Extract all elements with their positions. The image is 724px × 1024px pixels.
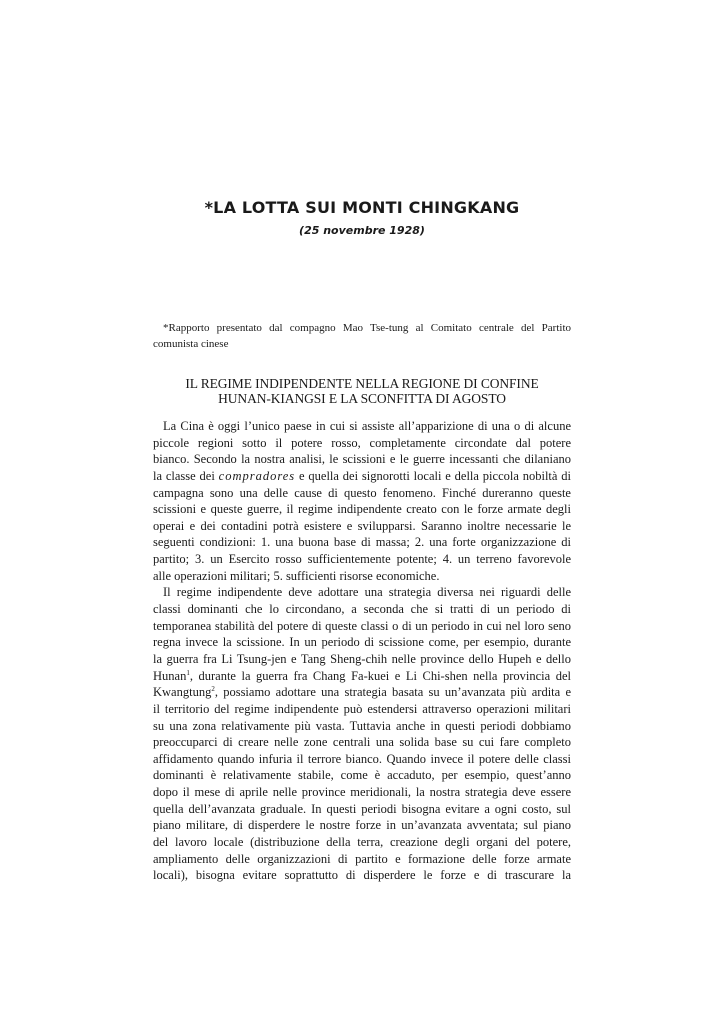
body-line: alle operazioni militari; 5. sufficienti risorse economiche. bbox=[153, 568, 440, 583]
body-line: quella dell’avanzata graduale. In questi periodi bisogna evitare a ogni costo, sul bbox=[153, 801, 571, 816]
body-line: piccole regioni sotto il potere rosso, completamente circondate dal potere bbox=[153, 435, 571, 450]
body-line: il territorio del regime indipendente può estendersi attraverso operazioni militari bbox=[153, 701, 571, 716]
body-text-fragment: , durante la guerra fra Chang Fa-kuei e Li Chi-shen nella provincia del bbox=[189, 668, 571, 683]
footnote-line: comunista cinese bbox=[153, 338, 229, 350]
body-line: piano militare, di disperdere le nostre forze in un’avanzata avventata; sul piano bbox=[153, 818, 571, 833]
footnote-ref: 2 bbox=[211, 685, 215, 694]
body-line: La Cina è oggi l’unico paese in cui si assiste all’apparizione di una o di alcune bbox=[163, 419, 571, 433]
body-line: dopo il mese di aprile nelle province meridionali, la nostra strategia deve essere bbox=[153, 785, 571, 800]
body-line: Kwangtung$^2$, possiamo adottare una strategia basata su un’avanzata più ardita e bbox=[153, 685, 572, 700]
body-line: temporanea stabilità del potere di queste classi o di un periodo in cui nel loro seno bbox=[153, 618, 571, 633]
body-text-fragment: possiamo adottare una strategia basata su un’avanzata più ardita e bbox=[223, 685, 572, 700]
body-line: affidamento quando infuria il terrore bianco. Quando invece il potere delle classi bbox=[153, 751, 571, 766]
document-title: *LA LOTTA SUI MONTI CHINGKANG bbox=[204, 198, 520, 217]
document-date: (25 novembre 1928) bbox=[299, 224, 425, 237]
body-line: preoccuparci di creare nelle zone centrali una solida base su cui fare completo bbox=[153, 735, 571, 750]
body-line: Il regime indipendente deve adottare una strategia diversa nei riguardi delle bbox=[163, 585, 571, 600]
section-heading-line: IL REGIME INDIPENDENTE NELLA REGIONE DI CONFINE bbox=[185, 376, 539, 391]
body-text bbox=[153, 418, 571, 884]
footnote-ref: 1 bbox=[186, 668, 190, 677]
body-line: del lavoro locale (distribuzione della terra, creazione degli organi del potere, bbox=[153, 835, 571, 850]
body-text-fragment: e quella dei signorotti locali e della piccola nobiltà di bbox=[295, 468, 572, 483]
body-text-fragment: Kwangtung bbox=[153, 685, 212, 700]
footnote bbox=[153, 320, 571, 352]
section-heading bbox=[0, 376, 724, 406]
body-line: scissioni e queste guerre, il regime indipendente creato con le forze armate degli bbox=[153, 502, 571, 517]
body-line: su una zona relativamente più vasta. Tuttavia anche in questi periodi dobbiamo bbox=[153, 718, 571, 733]
body-line: regna invece la scissione. In un periodo di scissione come, per esempio, durante bbox=[153, 635, 571, 650]
italic-term: compradores bbox=[218, 468, 296, 483]
body-line: dominanti è relativamente stabile, come è accaduto, per esempio, quest’anno bbox=[153, 768, 571, 783]
body-line: bianco. Secondo la nostra analisi, le scissioni e le guerre incessanti che dilaniano bbox=[153, 452, 571, 467]
body-line: campagna sono una delle cause di questo fenomeno. Finché dureranno queste bbox=[153, 485, 571, 500]
footnote-line: *Rapporto presentato dal compagno Mao Tse-tung al Comitato centrale del Partito bbox=[163, 322, 571, 334]
body-line: classi dominanti che lo circondano, a seconda che si tratti di un periodo di bbox=[153, 602, 571, 617]
body-line bbox=[153, 668, 571, 685]
body-line: seguenti condizioni: 1. una buona base di massa; 2. una forte organizzazione di bbox=[153, 535, 571, 550]
body-line: locali), bisogna evitare soprattutto di disperdere le forze e di trascurare la bbox=[153, 868, 571, 883]
body-text-fragment: Hunan bbox=[153, 668, 187, 683]
body-line: ampliamento delle organizzazioni di partito e formazione delle forze armate bbox=[153, 851, 571, 866]
body-line: la guerra fra Li Tsung-jen e Tang Sheng-chih nelle province dello Hupeh e dello bbox=[153, 651, 571, 666]
body-line bbox=[153, 468, 571, 485]
body-text-fragment: la classe dei bbox=[153, 468, 219, 483]
body-line: operai e dei contadini potrà esistere e svilupparsi. Saranno inoltre necessarie le bbox=[153, 518, 571, 533]
body-line: partito; 3. un Esercito rosso sufficientemente potente; 4. un terreno favorevole bbox=[153, 552, 571, 567]
section-heading-line: HUNAN-KIANGSI E LA SCONFITTA DI AGOSTO bbox=[218, 391, 506, 406]
